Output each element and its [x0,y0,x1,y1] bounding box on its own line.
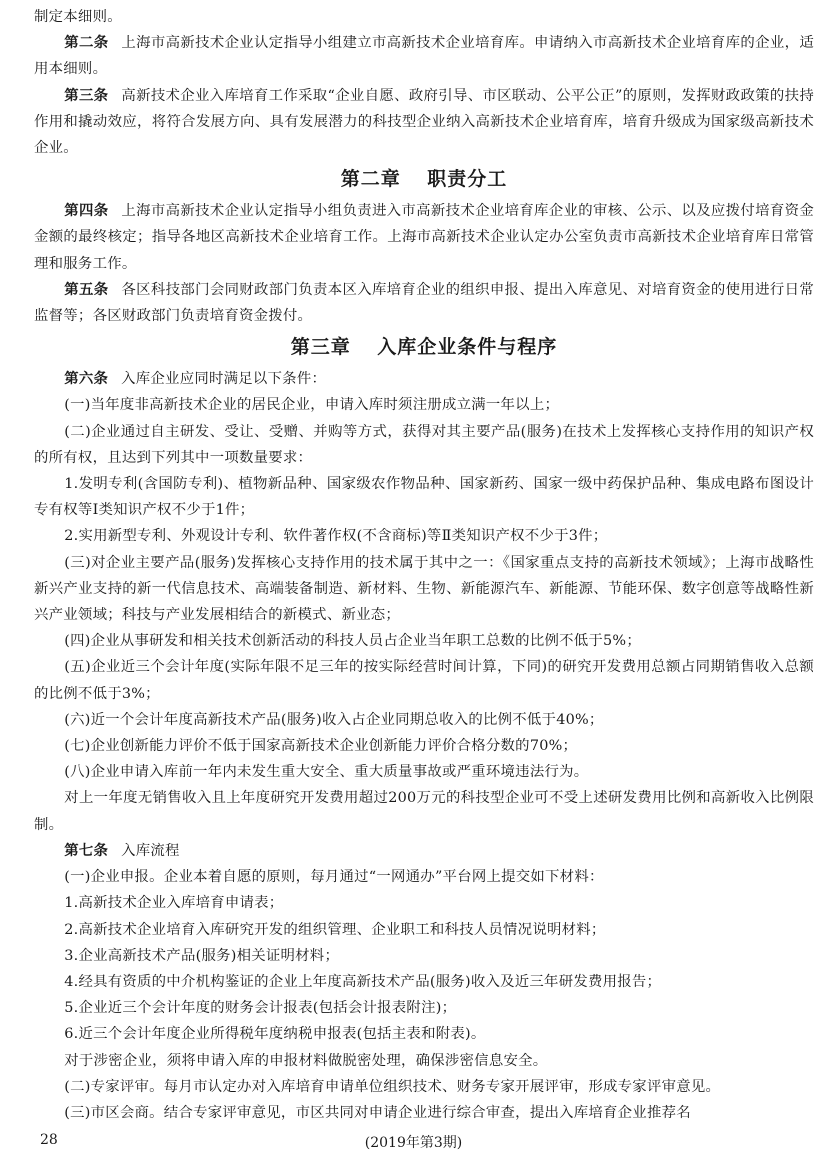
article-label: 第二条 [64,35,109,52]
paragraph-text: (六)近一个会计年度高新技术产品(服务)收入占企业同期总收入的比例不低于40%； [64,711,604,728]
article-label: 第七条 [64,842,109,859]
paragraph-text: (二)企业通过自主研发、受让、受赠、并购等方式，获得对其主要产品(服务)在技术上发挥核心支持作用的知识产权的所有权，且达到下列其中一项数量要求： [34,423,814,466]
paragraph-text: (一)企业申报。企业本着自愿的原则，每月通过“一网通办”平台网上提交如下材料： [64,869,604,886]
paragraph [34,523,814,549]
paragraph [34,30,814,82]
paragraph [34,550,814,629]
paragraph [34,366,814,392]
paragraph-text: (三)市区会商。结合专家评审意见，市区共同对申请企业进行综合审查，提出入库培育企业推荐名 [64,1104,691,1121]
paragraph-text: 5.企业近三个会计年度的财务会计报表(包括会计报表附注)； [64,1000,457,1017]
paragraph [34,1074,814,1100]
paragraph-text: 入库流程 [121,842,180,859]
paragraph-text: 高新技术企业入库培育工作采取“企业自愿、政府引导、市区联动、公平公正”的原则，发挥财政政策的扶持作用和撬动效应，将符合发展方向、具有发展潜力的科技型企业纳入高新技术企业培育库，培育升级成为国家级高新技术企业。 [34,87,814,157]
paragraph [34,943,814,969]
chapter-heading [34,332,814,362]
paragraph-text: 上海市高新技术企业认定指导小组负责进入市高新技术企业培育库企业的审核、公示、以及应拨付培育资金金额的最终核定；指导各地区高新技术企业培育工作。上海市高新技术企业认定办公室负责市高新技术企业培育库日常管理和服务工作。 [34,203,814,272]
paragraph [34,785,814,837]
paragraph [34,890,814,916]
page-number: 28 [40,1132,58,1148]
paragraph [34,471,814,523]
paragraph-text: 2.高新技术企业培育入库研究开发的组织管理、企业职工和科技人员情况说明材料； [64,921,606,938]
article-label: 第四条 [64,203,109,220]
paragraph [34,1100,814,1126]
paragraph-text: 入库企业应同时满足以下条件： [121,371,327,388]
paragraph [34,838,814,864]
chapter-number: 第三章 [290,336,351,359]
paragraph [34,864,814,890]
issue-label: (2019年第3期) [364,1135,463,1151]
paragraph [34,4,814,30]
paragraph [34,392,814,418]
paragraph-text: (三)对企业主要产品(服务)发挥核心支持作用的技术属于其中之一：《国家重点支持的高新技术领域》；上海市战略性新兴产业支持的新一代信息技术、高端装备制造、新材料、生物、新能源汽车、新能源、节能环保、数字创意等战略性新兴产业领域；科技与产业发展相结合的新模式、新业态； [34,554,814,624]
chapter-title: 职责分工 [427,168,508,191]
chapter-number: 第二章 [340,168,401,191]
paragraph [34,628,814,654]
paragraph-text: 2.实用新型专利、外观设计专利、软件著作权(不含商标)等Ⅱ类知识产权不少于3件； [64,528,608,545]
paragraph [34,419,814,471]
article-label: 第六条 [64,371,109,388]
page-footer [0,1132,827,1156]
paragraph [34,83,814,162]
chapter-title: 入库企业条件与程序 [377,336,558,359]
paragraph [34,759,814,785]
paragraph-text: 3.企业高新技术产品(服务)相关证明材料； [64,947,340,964]
paragraph [34,654,814,706]
chapter-heading [34,164,814,194]
paragraph [34,198,814,277]
paragraph-text: (五)企业近三个会计年度(实际年限不足三年的按实际经营时间计算，下同)的研究开发费用总额占同期销售收入总额的比例不低于3%； [34,659,814,702]
paragraph [34,277,814,329]
paragraph-text: 对上一年度无销售收入且上年度研究开发费用超过200万元的科技型企业可不受上述研发费用比例和高新收入比例限制。 [34,790,814,833]
paragraph-text: 6.近三个会计年度企业所得税年度纳税申报表(包括主表和附表)。 [64,1026,486,1043]
paragraph [34,995,814,1021]
paragraph [34,1021,814,1047]
paragraph [34,733,814,759]
paragraph-text: 对于涉密企业，须将申请入库的申报材料做脱密处理，确保涉密信息安全。 [64,1052,548,1069]
paragraph [34,969,814,995]
article-label: 第五条 [64,281,109,298]
paragraph-text: 1.发明专利(含国防专利)、植物新品种、国家级农作物品种、国家新药、国家一级中药保护品种、集成电路布图设计专有权等Ⅰ类知识产权不少于1件； [34,476,814,519]
paragraph-text: (八)企业申请入库前一年内未发生重大安全、重大质量事故或严重环境违法行为。 [64,764,589,781]
paragraph-text: 各区科技部门会同财政部门负责本区入库培育企业的组织申报、提出入库意见、对培育资金的使用进行日常监督等；各区财政部门负责培育资金拨付。 [34,281,814,325]
paragraph-text: 4.经具有资质的中介机构鉴证的企业上年度高新技术产品(服务)收入及近三年研发费用报告； [64,973,662,990]
paragraph-text: 1.高新技术企业入库培育申请表； [64,895,284,912]
article-label: 第三条 [64,87,109,104]
paragraph-text: 制定本细则。 [34,9,122,25]
paragraph-text: (一)当年度非高新技术企业的居民企业，申请入库时须注册成立满一年以上； [64,397,560,414]
paragraph-text: (二)专家评审。每月市认定办对入库培育申请单位组织技术、财务专家开展评审，形成专家评审意见。 [64,1078,721,1095]
paragraph [34,917,814,943]
paragraph [34,1048,814,1074]
paragraph-text: 上海市高新技术企业认定指导小组建立市高新技术企业培育库。申请纳入市高新技术企业培育库的企业，适用本细则。 [34,35,814,78]
paragraph-text: (四)企业从事研发和相关技术创新活动的科技人员占企业当年职工总数的比例不低于5%； [64,633,641,650]
paragraph [34,707,814,733]
paragraph-text: (七)企业创新能力评价不低于国家高新技术企业创新能力评价合格分数的70%； [64,738,578,755]
document-body [34,4,814,1126]
